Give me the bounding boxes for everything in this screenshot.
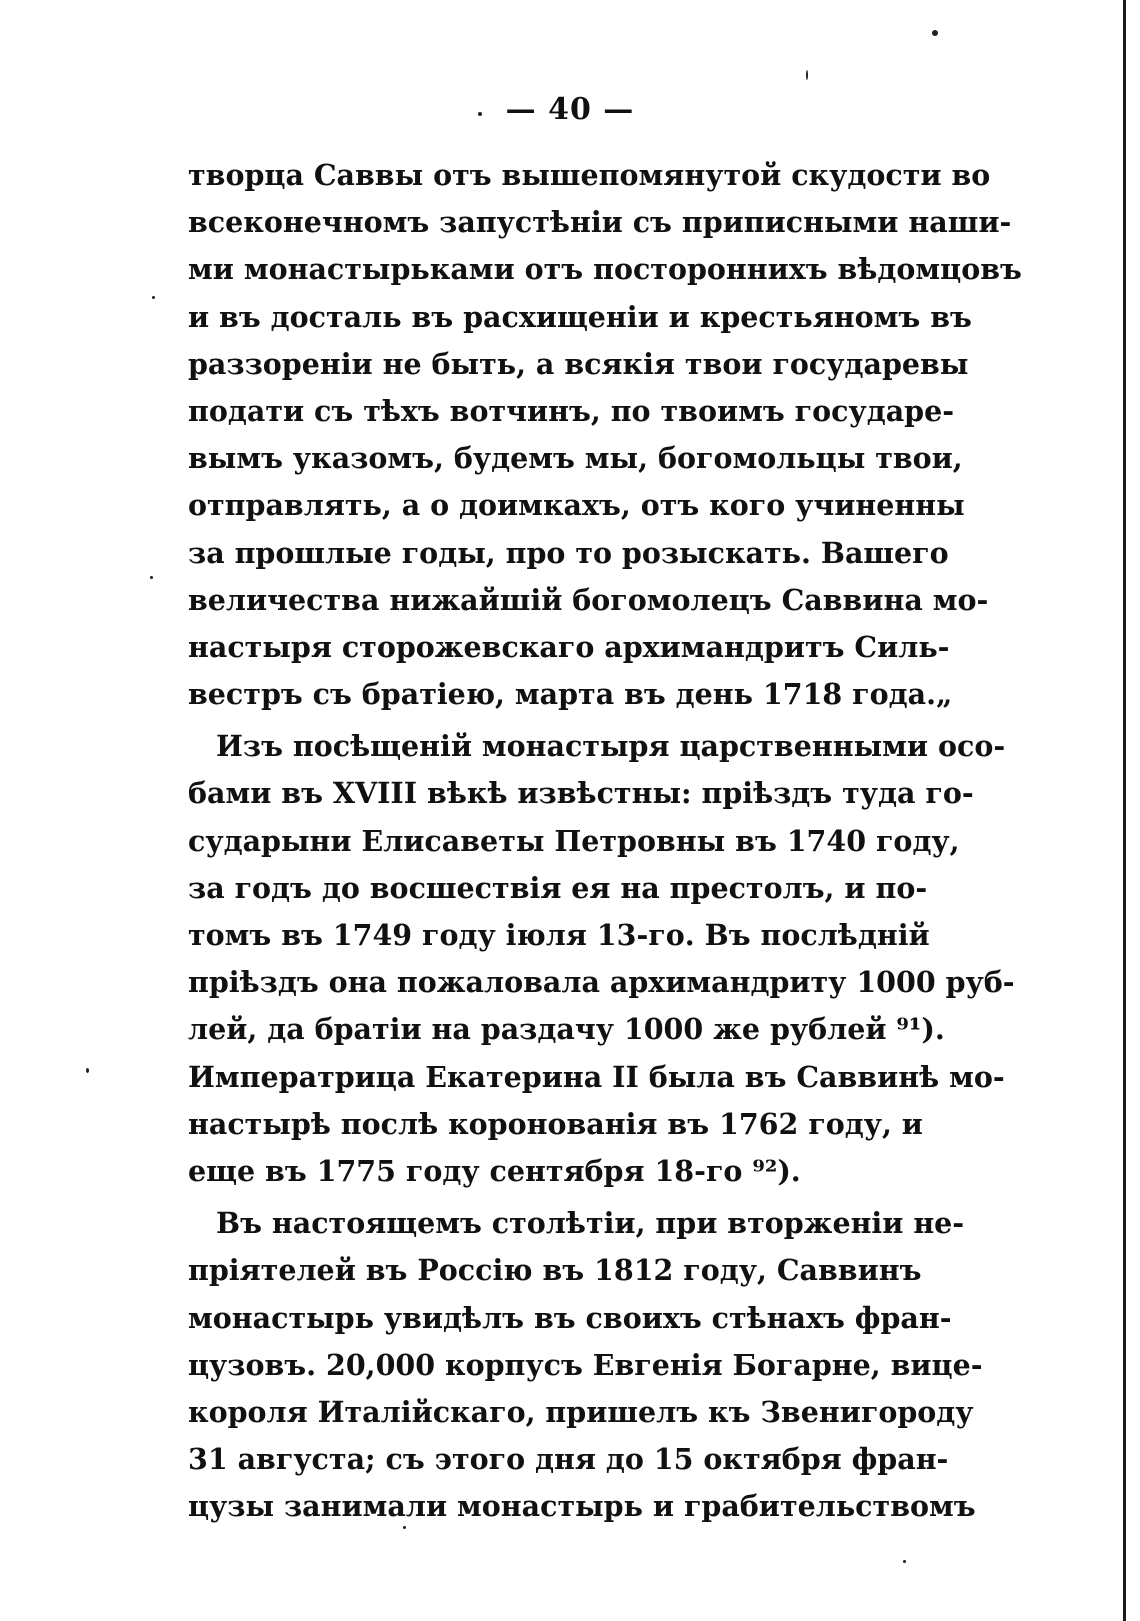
- text-line: вымъ указомъ, будемъ мы, богомольцы твои,: [188, 441, 963, 476]
- text-line: сударыни Елисаветы Петровны въ 1740 году,: [188, 823, 960, 858]
- text-line: творца Саввы отъ вышепомянутой скудости во: [188, 158, 991, 192]
- binding-edge-line: [1123, 0, 1126, 1621]
- text-line: короля Италійскаго, пришелъ къ Звенигороду: [188, 1394, 974, 1429]
- scan-speck: [478, 112, 482, 116]
- text-line: за годъ до восшествія ея на престолъ, и по-: [188, 870, 928, 905]
- text-line: Изъ посѣщеній монастыря царственными осо-: [216, 729, 1006, 764]
- text-line: еще въ 1775 году сентября 18-го ⁹²).: [188, 1153, 801, 1188]
- text-line: вестръ съ братіею, марта въ день 1718 года.„: [188, 677, 953, 712]
- scan-speck: [903, 1560, 906, 1563]
- scan-speck: [86, 1068, 89, 1073]
- text-line: всеконечномъ запустѣніи съ приписными наши-: [188, 205, 1012, 240]
- text-line: настырѣ послѣ коронованія въ 1762 году, и: [188, 1106, 923, 1141]
- text-line: цузовъ. 20,000 корпусъ Евгенія Богарне, вице-: [188, 1347, 983, 1382]
- text-line: величества нижайшій богомолецъ Саввина мо-: [188, 582, 989, 617]
- page-number: — 40 —: [505, 92, 635, 127]
- paragraph-1: [188, 152, 1022, 718]
- scan-speck: [152, 296, 155, 299]
- text-line: 31 августа; съ этого дня до 15 октября фран-: [188, 1442, 949, 1477]
- text-line: и въ досталь въ расхищеніи и крестьяномъ въ: [188, 299, 972, 334]
- text-line: ми монастырьками отъ постороннихъ вѣдомцовъ: [188, 252, 1022, 287]
- text-line: Въ настоящемъ столѣтіи, при вторженіи не-: [216, 1206, 965, 1241]
- text-line: пріятелей въ Россію въ 1812 году, Саввинъ: [188, 1253, 922, 1288]
- paragraph-2: [188, 723, 1015, 1195]
- text-line: монастырь увидѣлъ въ своихъ стѣнахъ фран-: [188, 1300, 952, 1335]
- scan-speck: [932, 30, 938, 36]
- paragraph-3: [188, 1200, 983, 1530]
- body-text: [188, 152, 1022, 1530]
- scan-speck: [806, 70, 808, 80]
- text-line: цузы занимали монастырь и грабительствомъ: [188, 1489, 976, 1524]
- text-line: томъ въ 1749 году іюля 13-го. Въ послѣдній: [188, 918, 930, 952]
- text-line: за прошлые годы, про то розыскать. Вашего: [188, 535, 949, 570]
- text-line: лей, да братіи на раздачу 1000 же рублей ⁹¹).: [188, 1012, 945, 1047]
- text-line: Императрица Екатерина II была въ Саввинѣ мо-: [188, 1059, 1005, 1094]
- text-line: пріѣздъ она пожаловала архимандриту 1000 руб-: [188, 965, 1015, 1000]
- text-line: подати съ тѣхъ вотчинъ, по твоимъ государе-: [188, 393, 955, 428]
- text-line: раззореніи не быть, а всякія твои государевы: [188, 346, 969, 381]
- scan-speck: [150, 576, 153, 579]
- text-line: отправлять, а о доимкахъ, отъ кого учиненны: [188, 488, 965, 523]
- text-line: настыря сторожевскаго архимандритъ Силь-: [188, 629, 950, 664]
- scan-speck: [403, 1526, 406, 1529]
- text-line: бами въ XVIII вѣкѣ извѣстны: пріѣздъ туда го-: [188, 776, 974, 811]
